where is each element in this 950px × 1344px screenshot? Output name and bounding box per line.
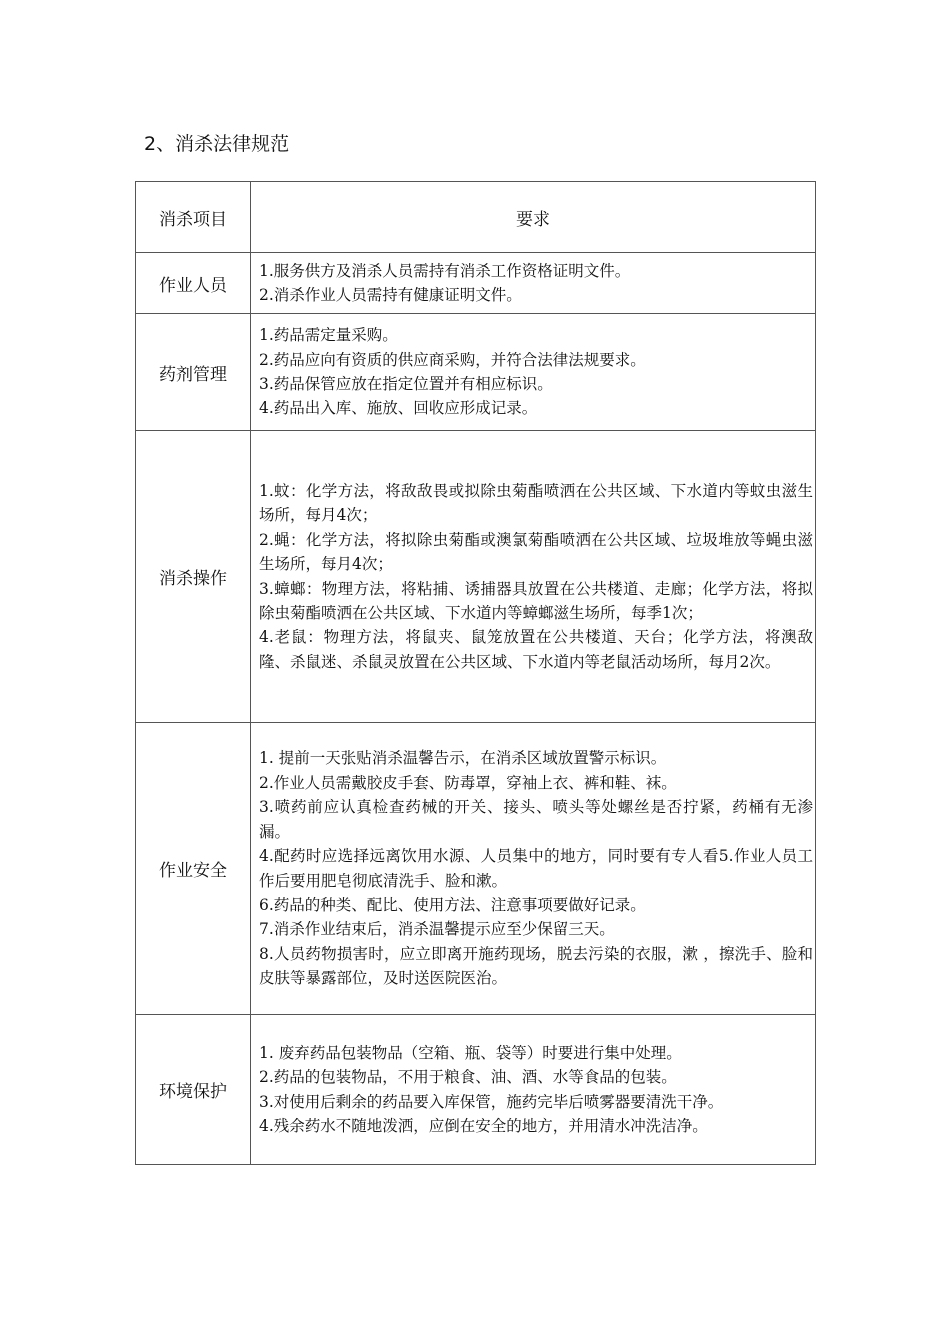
row-item-label: 消杀操作 [136, 431, 251, 723]
requirement-line: 1.药品需定量采购。 [259, 326, 398, 345]
row-requirements [251, 1015, 816, 1165]
table-row-operations [136, 431, 816, 723]
table-row-safety [136, 723, 816, 1015]
requirement-line: 2.药品应向有资质的供应商采购，并符合法律法规要求。 [259, 350, 646, 369]
row-item-label: 作业安全 [136, 723, 251, 1015]
requirement-line: 2.作业人员需戴胶皮手套、防毒罩，穿袖上衣、裤和鞋、袜。 [259, 773, 677, 792]
requirement-line: 3.喷药前应认真检查药械的开关、接头、喷头等处螺丝是否拧紧，药桶有无渗漏。 [259, 798, 813, 841]
row-item-label: 环境保护 [136, 1015, 251, 1165]
requirement-line: 1. 废弃药品包装物品（空箱、瓶、袋等）时要进行集中处理。 [259, 1043, 682, 1062]
requirement-line: 2.消杀作业人员需持有健康证明文件。 [259, 286, 522, 304]
row-requirements [251, 314, 816, 431]
requirement-line: 1.蚊：化学方法，将敌敌畏或拟除虫菊酯喷洒在公共区域、下水道内等蚊虫滋生场所，每月4次； [259, 481, 813, 525]
requirement-line: 1.服务供方及消杀人员需持有消杀工作资格证明文件。 [259, 261, 631, 280]
table-row-personnel [136, 253, 816, 314]
requirement-line: 6.药品的种类、配比、使用方法、注意事项要做好记录。 [259, 895, 646, 914]
requirement-line: 4.配药时应选择远离饮用水源、人员集中的地方，同时要有专人看5.作业人员工作后要用肥皂彻底清洗手、脸和漱。 [259, 847, 813, 890]
row-item-label: 作业人员 [136, 253, 251, 314]
requirement-line: 4.药品出入库、施放、回收应形成记录。 [259, 399, 538, 418]
requirement-line: 3.蟑螂：物理方法，将粘捕、诱捕器具放置在公共楼道、走廊；化学方法，将拟除虫菊酯喷洒在公共区域、下水道内等蟑螂滋生场所，每季1次； [259, 579, 813, 622]
requirement-line: 7.消杀作业结束后，消杀温馨提示应至少保留三天。 [259, 920, 615, 939]
requirement-line: 4.残余药水不随地泼洒，应倒在安全的地方，并用清水冲洗洁净。 [259, 1116, 708, 1135]
table-row-chemicals [136, 314, 816, 431]
header-requirement-cell: 要求 [251, 182, 816, 253]
requirement-line: 3.药品保管应放在指定位置并有相应标识。 [259, 375, 553, 393]
requirement-line: 4.老鼠：物理方法，将鼠夹、鼠笼放置在公共楼道、天台；化学方法，将澳敌隆、杀鼠迷、杀鼠灵放置在公共区域、下水道内等老鼠活动场所，每月2次。 [259, 628, 813, 671]
header-item-cell: 消杀项目 [136, 182, 251, 253]
requirement-line: 2.蝇：化学方法，将拟除虫菊酯或澳氯菊酯喷洒在公共区域、垃圾堆放等蝇虫滋生场所，每月4次； [259, 530, 813, 574]
table-header-row [136, 182, 816, 253]
requirement-line: 8.人员药物损害时，应立即离开施药现场，脱去污染的衣服，漱 ，擦洗手、脸和皮肤等暴露部位，及时送医院医治。 [259, 944, 813, 988]
row-requirements [251, 431, 816, 723]
disinfection-table [135, 181, 816, 1165]
row-item-label: 药剂管理 [136, 314, 251, 431]
requirement-line: 2.药品的包装物品，不用于粮食、油、酒、水等食品的包装。 [259, 1068, 677, 1087]
row-requirements [251, 723, 816, 1015]
row-requirements [251, 253, 816, 314]
table-row-environment [136, 1015, 816, 1165]
requirement-line: 3.对使用后剩余的药品要入库保管，施药完毕后喷雾器要清洗干净。 [259, 1092, 724, 1111]
section-heading: 2、消杀法律规范 [144, 133, 290, 155]
requirement-line: 1. 提前一天张贴消杀温馨告示，在消杀区域放置警示标识。 [259, 749, 667, 768]
